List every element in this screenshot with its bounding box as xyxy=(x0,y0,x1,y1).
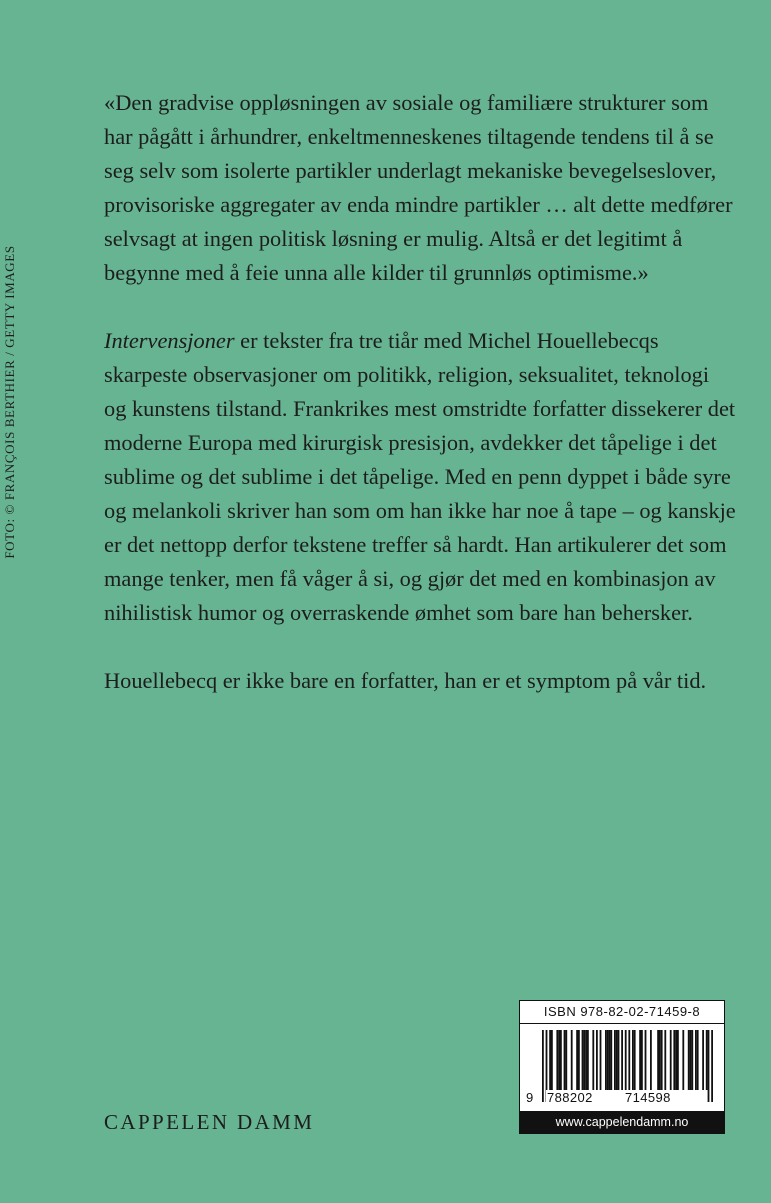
barcode-bar xyxy=(605,1030,607,1090)
photo-credit: FOTO: © FRANÇOIS BERTHIER / GETTY IMAGES xyxy=(2,245,17,559)
description-text: er tekster fra tre tiår med Michel Houellebecqs skarpeste observasjoner om politikk, religion, seksualitet, teknologi og kunstens tilstand. Frankrikes mest omstridte forfatter dissekerer det moderne Europa med kirurgisk presisjon, avdekker det tåpelige i det sublime og det sublime i det tåpelige. Med en penn dyppet i både syre og melankoli skriver han som om han ikke har noe å tape – og kanskje er det nettopp derfor tekstene treffer så hardt. Han artikulerer det som mange tenker, men få våger å si, og gjør det med en kombinasjon av nihilistisk humor og overraskende ømhet som bare han behersker. xyxy=(104,328,736,625)
barcode-bar xyxy=(549,1030,551,1090)
barcode-bar xyxy=(677,1030,679,1090)
barcode-bar xyxy=(607,1030,609,1090)
barcode-digits-right: 714598 xyxy=(625,1090,671,1105)
barcode-bar xyxy=(702,1030,704,1090)
barcode-bar xyxy=(583,1030,585,1090)
barcode-bar xyxy=(675,1030,677,1090)
barcode-bar xyxy=(690,1030,692,1090)
barcode-bar xyxy=(578,1030,580,1090)
barcode-bar xyxy=(614,1030,616,1090)
closing-paragraph: Houellebecq er ikke bare en forfatter, han er et symptom på vår tid. xyxy=(104,668,707,693)
barcode-bar xyxy=(571,1030,573,1090)
barcode-bar xyxy=(564,1030,566,1090)
barcode-bar xyxy=(706,1030,708,1090)
barcode-bar xyxy=(587,1030,589,1090)
barcode-bar xyxy=(682,1030,684,1090)
barcode-bar xyxy=(659,1030,661,1090)
barcode-bar xyxy=(609,1030,611,1090)
barcode-bar xyxy=(657,1030,659,1090)
publisher-website: www.cappelendamm.no xyxy=(520,1111,724,1133)
book-title: Intervensjoner xyxy=(104,328,235,353)
barcode-bar xyxy=(556,1030,558,1090)
barcode-bar xyxy=(600,1030,602,1090)
publisher-logo: CAPPELEN DAMM xyxy=(104,1110,315,1134)
quote-paragraph: «Den gradvise oppløsningen av sosiale og familiære strukturer som har pågått i århundrer, enkeltmenneskenes tiltagende tendens til å se seg selv som isolerte partikler underlagt mekaniske bevegelseslover, provisoriske aggregater av enda mindre partikler … alt dette medfører selvsagt at ingen politisk løsning er mulig. Altså er det legitimt å begynne med å feie unna alle kilder til grunnløs optimisme.» xyxy=(104,90,733,285)
barcode-bar xyxy=(621,1030,623,1090)
barcode-bar xyxy=(596,1030,598,1090)
barcode-bar xyxy=(650,1030,652,1090)
barcode-digit-first: 9 xyxy=(526,1090,534,1105)
barcode-bar xyxy=(691,1030,693,1090)
barcode-bar xyxy=(673,1030,675,1090)
barcode-bar xyxy=(661,1030,663,1090)
barcode-bar xyxy=(585,1030,587,1090)
barcode-bar xyxy=(592,1030,594,1090)
barcode-bar xyxy=(632,1030,634,1090)
barcode-bar xyxy=(560,1030,562,1090)
barcode-digits-left: 788202 xyxy=(547,1090,593,1105)
barcode xyxy=(520,1024,724,1110)
barcode-bar xyxy=(565,1030,567,1090)
barcode-bar xyxy=(688,1030,690,1090)
back-cover-text xyxy=(104,86,736,732)
barcode-bar xyxy=(616,1030,618,1090)
description-paragraph xyxy=(104,324,736,630)
barcode-bar xyxy=(697,1030,699,1090)
barcode-bar xyxy=(582,1030,584,1090)
barcode-bar xyxy=(576,1030,578,1090)
barcode-bar xyxy=(695,1030,697,1090)
isbn-barcode-box xyxy=(519,1000,725,1134)
barcode-bar xyxy=(670,1030,672,1090)
isbn-label: ISBN 978-82-02-71459-8 xyxy=(520,1001,724,1024)
barcode-bar xyxy=(639,1030,641,1090)
barcode-bar xyxy=(558,1030,560,1090)
barcode-bar xyxy=(641,1030,643,1090)
barcode-bar xyxy=(645,1030,647,1090)
barcode-bar xyxy=(634,1030,636,1090)
barcode-bar xyxy=(610,1030,612,1090)
barcode-bar xyxy=(551,1030,553,1090)
barcode-bar xyxy=(618,1030,620,1090)
barcode-bar xyxy=(664,1030,666,1090)
